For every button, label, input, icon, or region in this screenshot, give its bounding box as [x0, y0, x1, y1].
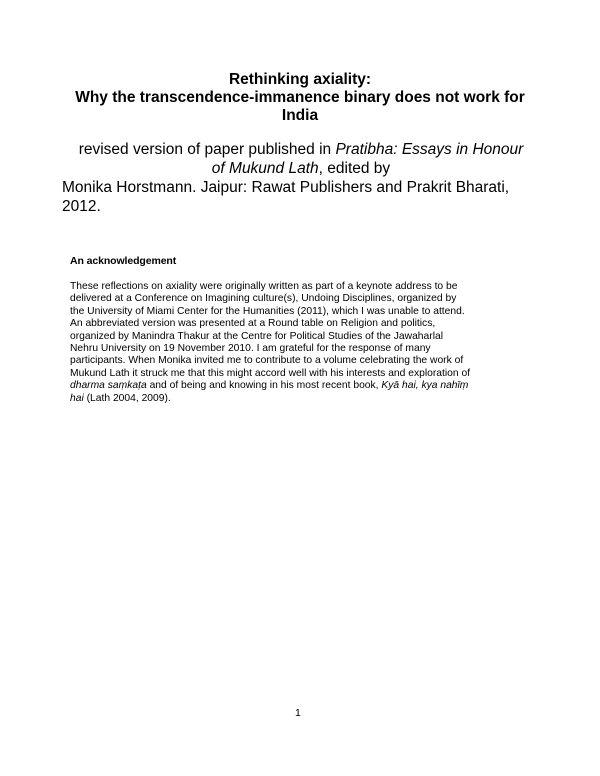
publication-prefix: revised version of paper published in	[78, 141, 336, 158]
paragraph-line: Mukund Lath it struck me that this might accord well with his interests and exploration of	[70, 367, 471, 379]
paragraph-line: participants. When Monika invited me to contribute to a volume celebrating the work of	[70, 355, 464, 367]
acknowledgement-paragraph	[70, 281, 540, 405]
italic-term-dharma-samkata: dharma saṃkaṭa	[70, 380, 147, 392]
acknowledgement-heading: An acknowledgement	[70, 255, 177, 267]
title-line-3: India	[281, 107, 319, 124]
publication-note-line-2	[70, 159, 532, 178]
paragraph-line: organized by Manindra Thakur at the Centre for Political Studies of the Jawaharlal	[70, 330, 443, 342]
publication-note-line-1	[70, 140, 532, 159]
paragraph-line: delivered at a Conference on Imagining culture(s), Undoing Disciplines, organized by	[70, 293, 457, 305]
publication-suffix: , edited by	[318, 160, 391, 177]
page-number: 1	[295, 707, 301, 719]
publication-note-line-4: 2012.	[62, 198, 101, 215]
title-line-1: Rethinking axiality:	[228, 71, 372, 88]
publication-note	[62, 140, 532, 216]
paragraph-line: the University of Miami Center for the Humanities (2011), which I was unable to attend.	[70, 305, 465, 317]
italic-book-title: Kyā hai, kya nahīṃ	[381, 380, 469, 392]
book-title-part-2: of Mukund Lath	[211, 160, 319, 177]
paragraph-text: and of being and knowing in his most recent book,	[146, 380, 382, 392]
paragraph-line	[70, 393, 540, 405]
title-line-2: Why the transcendence-immanence binary does not work for	[75, 89, 525, 106]
italic-book-title-end: hai	[70, 392, 84, 404]
paragraph-line: An abbreviated version was presented at a Round table on Religion and politics,	[70, 318, 436, 330]
book-title-part-1: Pratibha: Essays in Honour	[335, 141, 524, 158]
paragraph-line: These reflections on axiality were originally written as part of a keynote address to be	[70, 281, 458, 292]
paragraph-text: (Lath 2004, 2009).	[83, 392, 171, 404]
publication-note-line-3: Monika Horstmann. Jaipur: Rawat Publishers and Prakrit Bharati,	[62, 179, 510, 196]
paragraph-line: Nehru University on 19 November 2010. I am grateful for the response of many	[70, 343, 431, 355]
document-title	[62, 71, 538, 125]
paragraph-line	[70, 380, 540, 392]
